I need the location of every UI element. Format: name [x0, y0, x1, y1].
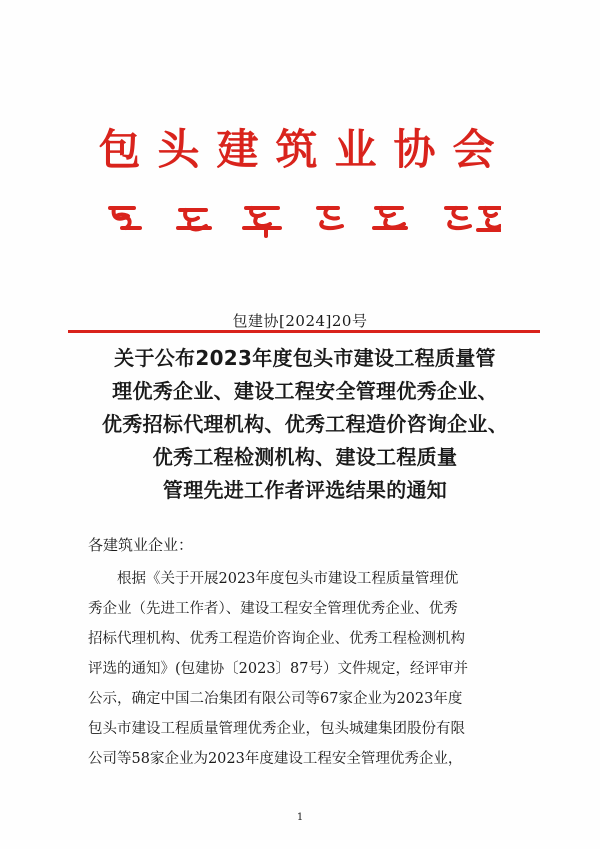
document-title — [70, 342, 540, 507]
mongolian-script-graphic — [106, 198, 501, 240]
organization-title: 包头建筑业协会 — [98, 125, 512, 174]
body-line: 根据《关于开展2023年度包头市建设工程质量管理优 — [88, 571, 459, 587]
body-line: 秀企业（先进工作者）、建设工程安全管理优秀企业、优秀 — [88, 601, 458, 617]
title-line: 管理先进工作者评选结果的通知 — [162, 478, 448, 502]
title-line: 优秀招标代理机构、优秀工程造价咨询企业、 — [102, 412, 508, 436]
body-paragraph — [88, 564, 518, 774]
body-line: 包头市建设工程质量管理优秀企业，包头城建集团股份有限 — [88, 721, 465, 737]
body-line: 公司等58家企业为2023年度建设工程安全管理优秀企业， — [88, 751, 463, 767]
body-line: 招标代理机构、优秀工程造价咨询企业、优秀工程检测机构 — [88, 631, 465, 647]
page-number: 1 — [296, 812, 304, 823]
title-line: 理优秀企业、建设工程安全管理优秀企业、 — [112, 379, 498, 403]
body-line: 评选的通知》(包建协〔2023〕87号）文件规定，经评审并 — [88, 661, 469, 677]
title-line: 优秀工程检测机构、建设工程质量 — [152, 445, 458, 469]
salutation: 各建筑业企业： — [88, 536, 194, 554]
document-number: 包建协[2024]20号 — [232, 312, 368, 330]
title-line: 关于公布2023年度包头市建设工程质量管 — [114, 346, 496, 370]
body-line: 公示，确定中国二冶集团有限公司等67家企业为2023年度 — [88, 691, 463, 707]
mongolian-script-logo — [106, 198, 501, 240]
header-divider — [68, 330, 540, 333]
